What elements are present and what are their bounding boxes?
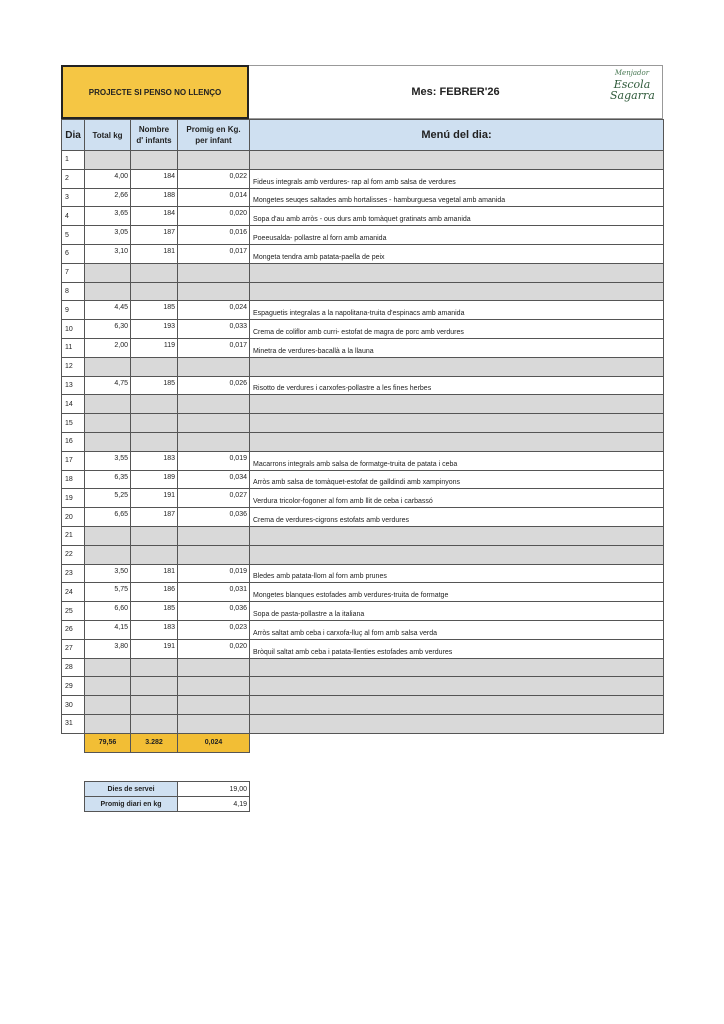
cell-promig [178,545,250,564]
cell-menu [250,151,664,170]
table-row [62,564,664,583]
cell-dia: 23 [62,564,85,583]
cell-dia: 19 [62,489,85,508]
cell-nombre-infants: 183 [131,451,178,470]
cell-promig [178,696,250,715]
cell-menu [250,714,664,733]
cell-total-kg: 5,75 [85,583,131,602]
cell-dia: 16 [62,432,85,451]
cell-promig: 0,026 [178,376,250,395]
cell-promig: 0,017 [178,244,250,263]
summary-label: Promig diari en kg [85,797,178,812]
cell-dia: 4 [62,207,85,226]
cell-dia: 31 [62,714,85,733]
cell-menu: Mongetes blanques estofades amb verdures-truita de formatge [250,583,664,602]
cell-dia: 17 [62,451,85,470]
cell-dia: 2 [62,169,85,188]
logo-line: Sagarra [610,89,655,102]
cell-menu: Poeeusalda- pollastre al forn amb amanida [250,226,664,245]
school-logo [610,68,654,108]
cell-menu [250,526,664,545]
cell-dia: 25 [62,602,85,621]
cell-promig [178,414,250,433]
cell-menu: Minetra de verdures-bacallà a la llauna [250,338,664,357]
table-row [62,639,664,658]
cell-menu [250,357,664,376]
table-row [62,451,664,470]
table-row [62,677,664,696]
cell-promig: 0,017 [178,338,250,357]
cell-menu [250,263,664,282]
cell-menu: Risotto de verdures i carxofes-pollastre a les fines herbes [250,376,664,395]
cell-dia: 29 [62,677,85,696]
total-promig: 0,024 [178,733,250,752]
cell-menu [250,658,664,677]
table-header-row [62,120,664,151]
header-line: per infant [195,136,232,145]
cell-nombre-infants [131,395,178,414]
cell-total-kg: 4,00 [85,169,131,188]
cell-nombre-infants: 191 [131,639,178,658]
cell-menu: Bledes amb patata-llom al forn amb prunes [250,564,664,583]
cell-nombre-infants: 188 [131,188,178,207]
table-row [62,714,664,733]
cell-dia: 8 [62,282,85,301]
cell-promig: 0,019 [178,564,250,583]
cell-nombre-infants: 186 [131,583,178,602]
totals-row [62,733,664,752]
cell-total-kg [85,696,131,715]
cell-menu: Mongeta tendra amb patata-paella de peix [250,244,664,263]
cell-nombre-infants: 185 [131,376,178,395]
cell-menu: Sopa de pasta-pollastre a la italiana [250,602,664,621]
cell-promig: 0,033 [178,320,250,339]
cell-promig: 0,023 [178,620,250,639]
cell-total-kg [85,432,131,451]
summary-row [85,782,250,797]
cell-total-kg [85,658,131,677]
cell-total-kg [85,545,131,564]
cell-menu [250,432,664,451]
cell-menu: Mongetes seuqes saltades amb hortalisses - hamburguesa vegetal amb amanida [250,188,664,207]
cell-dia: 13 [62,376,85,395]
cell-total-kg [85,357,131,376]
cell-total-kg: 4,45 [85,301,131,320]
month-title: Mes: FEBRER'26 [249,65,663,119]
summary-row [85,797,250,812]
cell-menu: Espaguetis integralas a la napolitana-truita d'espinacs amb amanida [250,301,664,320]
table-row [62,489,664,508]
table-row [62,151,664,170]
table-row [62,470,664,489]
cell-promig: 0,027 [178,489,250,508]
cell-promig [178,357,250,376]
total-nombre: 3.282 [131,733,178,752]
cell-nombre-infants: 191 [131,489,178,508]
cell-total-kg: 3,50 [85,564,131,583]
table-row [62,282,664,301]
header-menu: Menú del dia: [250,120,664,151]
cell-nombre-infants: 193 [131,320,178,339]
cell-dia: 30 [62,696,85,715]
table-row [62,338,664,357]
cell-dia: 22 [62,545,85,564]
summary-value: 4,19 [178,797,250,812]
table-row [62,301,664,320]
cell-menu [250,282,664,301]
cell-dia: 28 [62,658,85,677]
summary-label: Dies de servei [85,782,178,797]
cell-dia: 6 [62,244,85,263]
table-row [62,414,664,433]
cell-menu [250,677,664,696]
cell-promig [178,677,250,696]
cell-menu: Bròquil saltat amb ceba i patata-llenties estofades amb verdures [250,639,664,658]
table-row [62,583,664,602]
cell-nombre-infants: 189 [131,470,178,489]
cell-nombre-infants: 119 [131,338,178,357]
cell-dia: 15 [62,414,85,433]
cell-dia: 18 [62,470,85,489]
cell-dia: 7 [62,263,85,282]
cell-total-kg: 6,30 [85,320,131,339]
totals-spacer [250,733,664,752]
table-row [62,188,664,207]
table-row [62,244,664,263]
cell-nombre-infants: 187 [131,508,178,527]
cell-promig [178,658,250,677]
cell-promig: 0,034 [178,470,250,489]
cell-total-kg: 3,05 [85,226,131,245]
header-line: Nombre [138,125,170,134]
table-row [62,658,664,677]
header-line: Promig en Kg. [186,125,241,134]
cell-nombre-infants [131,432,178,451]
table-row [62,169,664,188]
header-nombre-infants [131,120,178,151]
cell-nombre-infants: 187 [131,226,178,245]
cell-promig: 0,022 [178,169,250,188]
cell-nombre-infants: 183 [131,620,178,639]
cell-total-kg: 6,65 [85,508,131,527]
cell-total-kg: 2,00 [85,338,131,357]
cell-promig: 0,020 [178,639,250,658]
cell-menu [250,414,664,433]
table-row [62,620,664,639]
cell-total-kg [85,714,131,733]
cell-nombre-infants: 181 [131,244,178,263]
table-row [62,320,664,339]
cell-total-kg: 5,25 [85,489,131,508]
cell-nombre-infants: 184 [131,207,178,226]
header-dia: Dia [62,120,85,151]
cell-nombre-infants [131,526,178,545]
logo-line: Menjador [614,69,650,77]
cell-dia: 10 [62,320,85,339]
cell-menu: Crema de coliflor amb curri- estofat de magra de porc amb verdures [250,320,664,339]
cell-promig [178,151,250,170]
cell-promig: 0,036 [178,602,250,621]
cell-menu [250,545,664,564]
table-row [62,376,664,395]
cell-total-kg [85,263,131,282]
cell-promig [178,395,250,414]
cell-nombre-infants: 185 [131,301,178,320]
cell-promig: 0,024 [178,301,250,320]
logo-line: Escola [613,78,651,91]
table-row [62,508,664,527]
cell-menu: Fideus integrals amb verdures- rap al forn amb salsa de verdures [250,169,664,188]
total-total: 79,56 [85,733,131,752]
cell-promig [178,714,250,733]
cell-promig [178,263,250,282]
cell-total-kg: 4,75 [85,376,131,395]
cell-nombre-infants [131,714,178,733]
cell-promig: 0,016 [178,226,250,245]
cell-nombre-infants [131,151,178,170]
cell-dia: 3 [62,188,85,207]
cell-menu: Sopa d'au amb arròs - ous durs amb tomàquet gratinats amb amanida [250,207,664,226]
cell-dia: 12 [62,357,85,376]
cell-nombre-infants: 185 [131,602,178,621]
cell-total-kg [85,526,131,545]
cell-total-kg [85,282,131,301]
cell-total-kg: 6,60 [85,602,131,621]
cell-dia: 5 [62,226,85,245]
header-line: d' infants [136,136,172,145]
cell-total-kg [85,677,131,696]
table-row [62,395,664,414]
cell-nombre-infants [131,658,178,677]
table-row [62,263,664,282]
totals-spacer [62,733,85,752]
header-total-kg: Total kg [85,120,131,151]
cell-promig [178,282,250,301]
cell-menu: Macarrons integrals amb salsa de formatge-truita de patata i ceba [250,451,664,470]
cell-promig [178,432,250,451]
cell-promig: 0,014 [178,188,250,207]
cell-dia: 14 [62,395,85,414]
table-row [62,357,664,376]
cell-dia: 27 [62,639,85,658]
cell-promig [178,526,250,545]
summary-table [84,781,250,812]
cell-nombre-infants [131,357,178,376]
cell-nombre-infants: 181 [131,564,178,583]
cell-nombre-infants [131,545,178,564]
cell-menu: Arròs saltat amb ceba i carxofa-lluç al forn amb salsa verda [250,620,664,639]
table-row [62,207,664,226]
cell-menu: Arròs amb salsa de tomàquet-estofat de galldindi amb xampinyons [250,470,664,489]
cell-total-kg: 2,66 [85,188,131,207]
cell-menu [250,696,664,715]
project-title: PROJECTE SI PENSO NO LLENÇO [61,65,249,119]
cell-dia: 9 [62,301,85,320]
table-row [62,545,664,564]
cell-menu [250,395,664,414]
cell-total-kg [85,395,131,414]
table-row [62,432,664,451]
cell-dia: 1 [62,151,85,170]
summary-value: 19,00 [178,782,250,797]
menu-table [61,119,664,753]
cell-nombre-infants [131,677,178,696]
cell-total-kg: 3,10 [85,244,131,263]
table-row [62,526,664,545]
cell-nombre-infants [131,263,178,282]
cell-menu: Verdura tricolor-fogoner al forn amb llit de ceba i carbassó [250,489,664,508]
cell-promig: 0,020 [178,207,250,226]
cell-menu: Crema de verdures-cigrons estofats amb verdures [250,508,664,527]
cell-dia: 21 [62,526,85,545]
cell-promig: 0,031 [178,583,250,602]
cell-total-kg: 6,35 [85,470,131,489]
table-row [62,602,664,621]
cell-promig: 0,036 [178,508,250,527]
cell-nombre-infants [131,282,178,301]
cell-total-kg: 3,65 [85,207,131,226]
cell-nombre-infants: 184 [131,169,178,188]
cell-total-kg: 4,15 [85,620,131,639]
table-row [62,226,664,245]
cell-total-kg: 3,80 [85,639,131,658]
cell-dia: 24 [62,583,85,602]
cell-total-kg [85,151,131,170]
cell-dia: 11 [62,338,85,357]
cell-dia: 20 [62,508,85,527]
cell-total-kg [85,414,131,433]
cell-nombre-infants [131,696,178,715]
table-row [62,696,664,715]
cell-nombre-infants [131,414,178,433]
cell-promig: 0,019 [178,451,250,470]
cell-dia: 26 [62,620,85,639]
header-promig [178,120,250,151]
cell-total-kg: 3,55 [85,451,131,470]
